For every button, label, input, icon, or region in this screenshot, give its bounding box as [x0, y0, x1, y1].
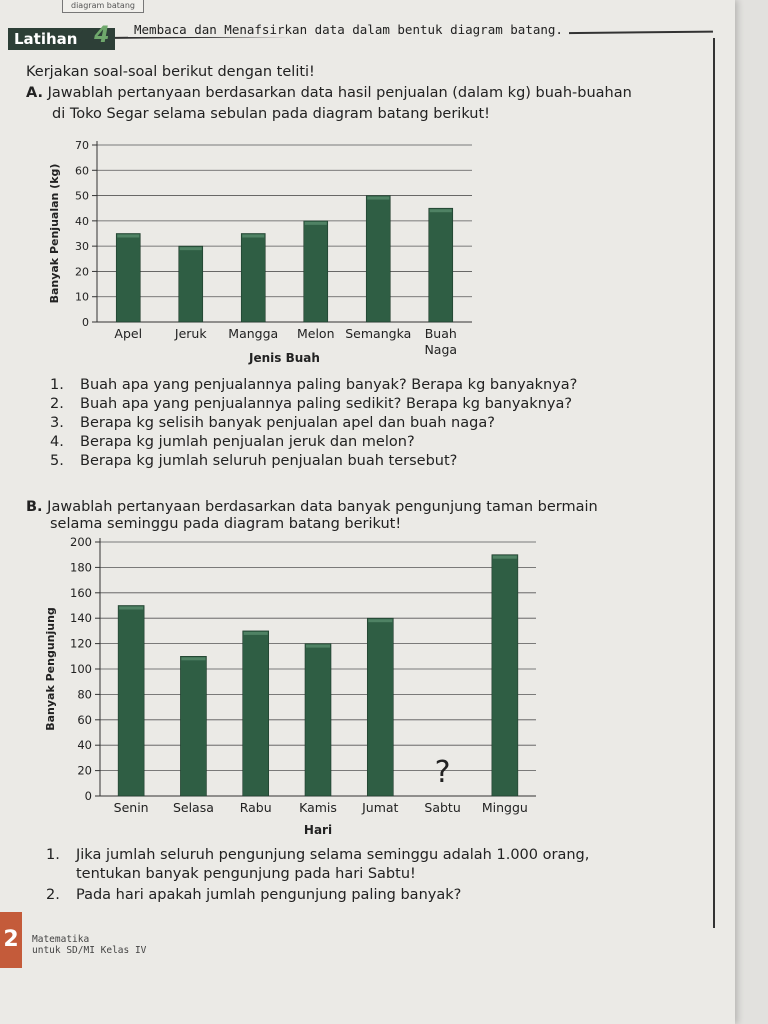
y-tick-label: 30 [75, 240, 89, 254]
section-b-question-1 [46, 846, 589, 864]
y-tick-label: 60 [77, 712, 92, 727]
y-tick-label: 140 [70, 611, 92, 626]
exercise-number: 4 [94, 23, 110, 48]
y-tick-label: 120 [70, 636, 92, 651]
section-a-question-4 [50, 433, 415, 451]
bar-top [306, 645, 330, 648]
exercise-badge [8, 23, 115, 50]
y-axis-label: Banyak Pengunjung [44, 607, 57, 731]
section-a-question-1 [50, 376, 577, 394]
section-a-question-5 [50, 452, 457, 470]
x-tick-label: Buah [424, 326, 457, 341]
bar [116, 234, 140, 323]
exercise-badge-label: Latihan [14, 30, 78, 48]
y-tick-label: 10 [75, 290, 89, 304]
bar-top [242, 235, 264, 238]
section-b-line1: Jawablah pertanyaan berdasarkan data banyak pengunjung taman bermain [47, 499, 598, 515]
y-tick-label: 20 [77, 763, 92, 778]
bar [180, 656, 206, 796]
y-tick-label: 40 [77, 738, 92, 753]
bar [367, 618, 393, 796]
y-tick-label: 0 [82, 316, 89, 329]
x-axis-label: Hari [303, 823, 333, 837]
x-axis-label: Jenis Buah [249, 351, 320, 365]
question-text: Berapa kg selisih banyak penjualan apel dan buah naga? [80, 415, 495, 431]
section-a-line1: Jawablah pertanyaan berdasarkan data hasil penjualan (dalam kg) buah-buahan [47, 85, 632, 101]
book-title [32, 934, 146, 956]
y-tick-label: 60 [75, 164, 89, 178]
y-tick-label: 70 [75, 139, 89, 152]
x-tick-label: Senin [113, 800, 149, 815]
section-a-question-2 [50, 395, 572, 413]
bar-top [180, 247, 202, 250]
bar-top [305, 222, 327, 225]
bar-top [117, 235, 139, 238]
question-number: 2. [50, 396, 64, 412]
book-title-line2: untuk SD/MI Kelas IV [32, 945, 147, 956]
x-tick-label: Rabu [239, 800, 272, 815]
bar-top [119, 607, 143, 610]
section-b-question-1-cont: tentukan banyak pengunjung pada hari Sabtu! [76, 866, 416, 882]
bar-top [430, 209, 452, 212]
y-tick-label: 100 [70, 662, 92, 676]
frame-right-border [713, 38, 715, 928]
bar-top [368, 619, 392, 622]
y-tick-label: 40 [75, 214, 89, 228]
bar [305, 644, 331, 796]
x-tick-label: Semangka [345, 326, 412, 341]
question-text: Jika jumlah seluruh pengunjung selama seminggu adalah 1.000 orang, [76, 847, 590, 863]
exercise-header [8, 22, 713, 50]
question-number: 2. [46, 887, 60, 903]
missing-value-mark: ? [434, 755, 451, 790]
x-tick-label: Apel [114, 326, 143, 341]
bar-top [367, 197, 389, 200]
question-number: 1. [50, 377, 64, 393]
section-b-heading [26, 498, 598, 516]
bar-top [244, 632, 268, 635]
question-number: 3. [50, 415, 64, 431]
x-tick-label: Melon [296, 326, 335, 341]
bar [366, 196, 390, 322]
x-tick-label: Selasa [172, 800, 214, 815]
y-tick-label: 200 [70, 535, 92, 549]
bar [243, 631, 269, 796]
fruit-sales-bar-chart [40, 132, 490, 372]
x-tick-label: Jeruk [174, 326, 207, 341]
bar [429, 208, 453, 322]
bar-top [493, 556, 517, 559]
x-tick-label: Sabtu [424, 800, 461, 815]
bar [179, 246, 203, 322]
exercise-title: Membaca dan Menafsirkan data dalam bentuk diagram batang. [128, 22, 569, 37]
bar [118, 606, 144, 797]
y-tick-label: 80 [77, 687, 92, 702]
question-text: Buah apa yang penjualannya paling banyak? Berapa kg banyaknya? [80, 377, 578, 393]
question-number: 4. [50, 434, 64, 450]
question-text: Pada hari apakah jumlah pengunjung paling banyak? [76, 887, 462, 903]
visitors-bar-chart [40, 532, 550, 844]
y-axis-label: Banyak Penjualan (kg) [48, 163, 61, 304]
section-a-heading [26, 84, 632, 102]
question-text: Berapa kg jumlah seluruh penjualan buah tersebut? [80, 453, 458, 469]
section-b-letter: B. [26, 499, 43, 515]
bar [241, 234, 265, 323]
section-a-letter: A. [26, 85, 43, 101]
question-number: 1. [46, 847, 60, 863]
y-tick-label: 20 [75, 265, 89, 279]
y-tick-label: 0 [84, 789, 92, 803]
x-tick-label: Naga [424, 342, 458, 357]
y-tick-label: 160 [70, 585, 92, 600]
chapter-tab: diagram batang [62, 0, 144, 13]
instruction-text: Kerjakan soal-soal berikut dengan teliti! [26, 64, 315, 80]
section-a-question-3 [50, 414, 495, 432]
x-tick-label: Kamis [299, 800, 337, 815]
book-title-line1: Matematika [32, 934, 90, 945]
bar [304, 221, 328, 322]
section-b-question-2 [46, 886, 461, 904]
question-text: Berapa kg jumlah penjualan jeruk dan melon? [80, 434, 415, 450]
bar-top [181, 657, 205, 660]
question-text: Buah apa yang penjualannya paling sedikit? Berapa kg banyaknya? [80, 396, 573, 412]
bar [492, 555, 518, 796]
y-tick-label: 50 [75, 189, 89, 203]
y-tick-label: 180 [70, 560, 92, 575]
page-number: 2 [0, 912, 22, 968]
section-a-line2: di Toko Segar selama sebulan pada diagram batang berikut! [52, 106, 490, 122]
x-tick-label: Mangga [228, 326, 279, 341]
section-b-line2: selama seminggu pada diagram batang berikut! [50, 516, 402, 532]
x-tick-label: Minggu [481, 800, 528, 815]
x-tick-label: Jumat [362, 800, 399, 815]
question-number: 5. [50, 453, 64, 469]
